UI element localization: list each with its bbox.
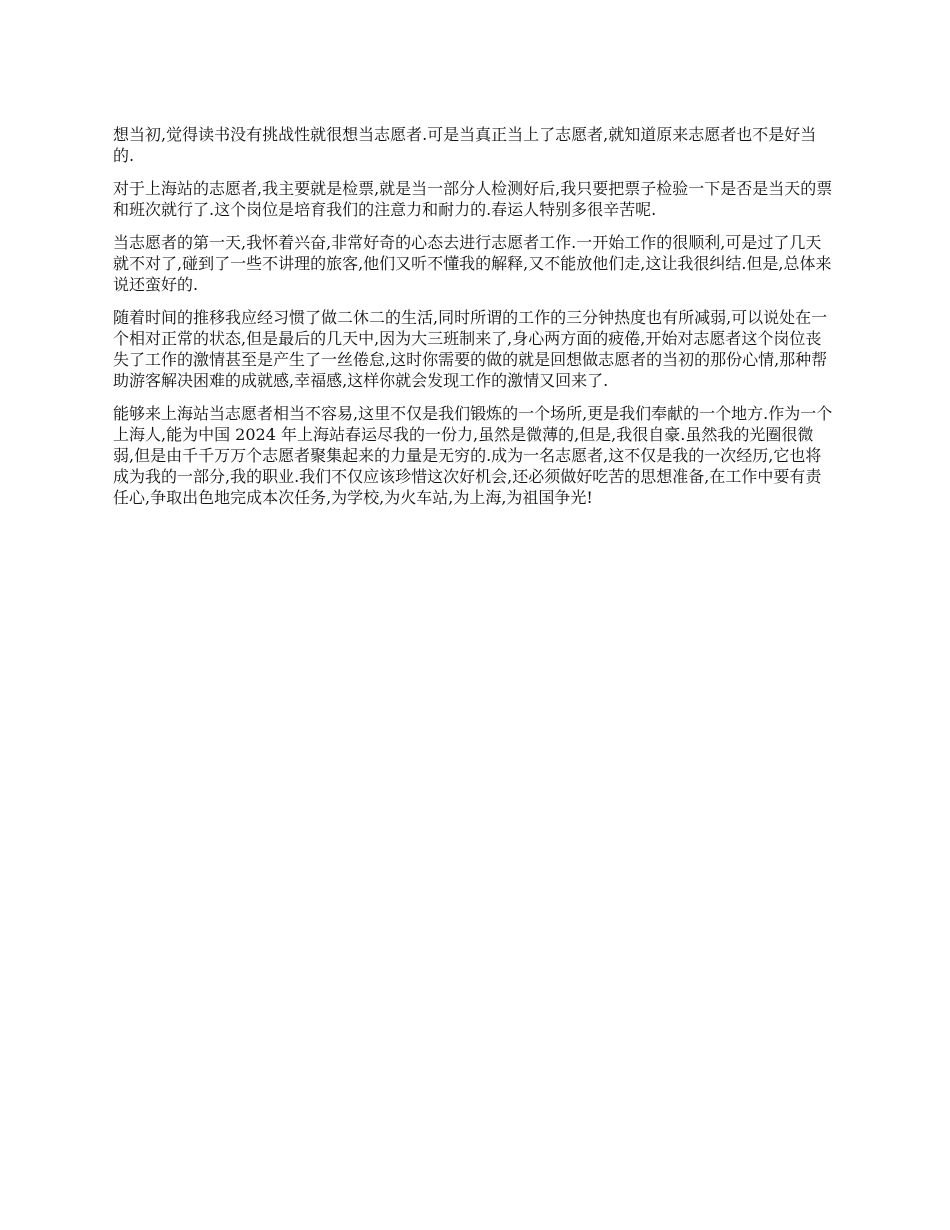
paragraph-3: 当志愿者的第一天,我怀着兴奋,非常好奇的心态去进行志愿者工作.一开始工作的很顺利,可是过了几天就不对了,碰到了一些不讲理的旅客,他们又听不懂我的解释,又不能放他们走,这让我很纠结.但是,总体来说还蛮好的. xyxy=(113,233,832,294)
paragraph-1: 想当初,觉得读书没有挑战性就很想当志愿者.可是当真正当上了志愿者,就知道原来志愿者也不是好当的. xyxy=(113,125,817,165)
paragraph-4: 随着时间的推移我应经习惯了做二休二的生活,同时所谓的工作的三分钟热度也有所减弱,可以说处在一个相对正常的状态,但是最后的几天中,因为大三班制来了,身心两方面的疲倦,开始对志愿者这个岗位丧失了工作的激情甚至是产生了一丝倦怠,这时你需要的做的就是回想做志愿者的当初的那份心情,那种帮助游客解决困难的成就感,幸福感,这样你就会发现工作的激情又回来了. xyxy=(113,308,828,390)
document-body xyxy=(113,124,833,520)
paragraph-5: 能够来上海站当志愿者相当不容易,这里不仅是我们锻炼的一个场所,更是我们奉献的一个地方.作为一个上海人,能为中国 2024 年上海站春运尽我的一份力,虽然是微薄的,但是,我很自豪.虽然我的光圈很微弱,但是由千千万万个志愿者聚集起来的力量是无穷的.成为一名志愿者,这不仅是我的一次经历,它也将成为我的一部分,我的职业.我们不仅应该珍惜这次好机会,还必须做好吃苦的思想准备,在工作中要有责任心,争取出色地完成本次任务,为学校,为火车站,为上海,为祖国争光! xyxy=(113,404,833,507)
paragraph-2: 对于上海站的志愿者,我主要就是检票,就是当一部分人检测好后,我只要把票子检验一下是否是当天的票和班次就行了.这个岗位是培育我们的注意力和耐力的.春运人特别多很辛苦呢. xyxy=(113,179,833,219)
